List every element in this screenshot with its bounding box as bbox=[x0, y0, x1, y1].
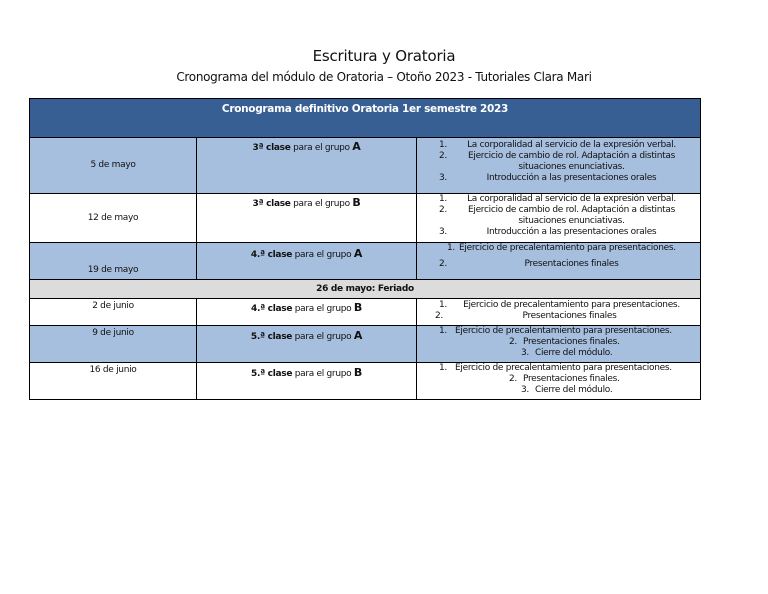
list-item: 2. Presentaciones finales bbox=[435, 311, 617, 321]
class-cell bbox=[197, 363, 417, 400]
list-item: 1. Ejercicio de precalentamiento para presentaciones. bbox=[447, 243, 676, 253]
date-cell: 2 de junio bbox=[30, 299, 197, 326]
list-item: 1. La corporalidad al servicio de la expresión verbal. bbox=[439, 194, 676, 204]
activities-cell bbox=[417, 299, 701, 326]
activities-cell bbox=[417, 138, 701, 194]
class-cell bbox=[197, 326, 417, 363]
list-item: 1. Ejercicio de precalentamiento para presentaciones. bbox=[439, 363, 672, 373]
list-item: 1. La corporalidad al servicio de la expresión verbal. bbox=[439, 140, 676, 150]
class-ordinal: 4.ª clase bbox=[250, 250, 293, 260]
table-row bbox=[30, 138, 701, 194]
schedule-table bbox=[29, 98, 701, 400]
table-row bbox=[30, 243, 701, 280]
list-item: 3. Cierre del módulo. bbox=[521, 348, 613, 358]
class-for-group: para el grupo bbox=[292, 304, 354, 314]
class-ordinal: 3ª clase bbox=[252, 199, 291, 209]
class-for-group: para el grupo bbox=[290, 143, 353, 153]
class-for-group: para el grupo bbox=[292, 332, 354, 342]
class-for-group: para el grupo bbox=[290, 199, 353, 209]
table-row bbox=[30, 363, 701, 400]
table-row bbox=[30, 194, 701, 243]
class-cell bbox=[197, 299, 417, 326]
list-item: 2. Presentaciones finales bbox=[439, 259, 619, 269]
holiday-row bbox=[30, 280, 701, 299]
list-item: 2. Ejercicio de cambio de rol. Adaptación a distintas situaciones enunciativas. bbox=[439, 205, 675, 226]
class-cell bbox=[197, 138, 417, 194]
group-letter: A bbox=[352, 140, 361, 153]
group-letter: A bbox=[353, 247, 363, 260]
class-for-group: para el grupo bbox=[292, 369, 354, 379]
list-item: 1. Ejercicio de precalentamiento para presentaciones. bbox=[439, 326, 672, 336]
list-item: 2. Presentaciones finales. bbox=[509, 337, 620, 347]
group-letter: B bbox=[352, 196, 361, 209]
group-letter: B bbox=[353, 301, 362, 314]
document-title: Escritura y Oratoria bbox=[312, 47, 456, 65]
class-ordinal: 4.ª clase bbox=[250, 304, 293, 314]
list-item: 2. Ejercicio de cambio de rol. Adaptación a distintas situaciones enunciativas. bbox=[439, 151, 675, 172]
date-cell: 16 de junio bbox=[30, 363, 197, 400]
group-letter: B bbox=[353, 366, 362, 379]
class-ordinal: 5.ª clase bbox=[250, 332, 293, 342]
table-row bbox=[30, 299, 701, 326]
list-item: 3. Introducción a las presentaciones orales bbox=[439, 227, 657, 237]
class-ordinal: 5.ª clase bbox=[250, 369, 293, 379]
list-item: 3. Cierre del módulo. bbox=[521, 385, 613, 395]
schedule-header: Cronograma definitivo Oratoria 1er semestre 2023 bbox=[30, 99, 701, 138]
class-cell bbox=[197, 194, 417, 243]
activities-cell bbox=[417, 326, 701, 363]
activities-cell bbox=[417, 363, 701, 400]
activities-cell bbox=[417, 194, 701, 243]
list-item: 3. Introducción a las presentaciones orales bbox=[439, 173, 657, 183]
class-cell bbox=[197, 243, 417, 280]
list-item: 1. Ejercicio de precalentamiento para presentaciones. bbox=[439, 300, 680, 310]
date-cell: 5 de mayo bbox=[30, 138, 197, 194]
date-cell: 12 de mayo bbox=[30, 194, 197, 243]
class-for-group: para el grupo bbox=[292, 250, 354, 260]
date-cell: 19 de mayo bbox=[30, 243, 197, 280]
class-ordinal: 3ª clase bbox=[252, 143, 291, 153]
holiday-label: 26 de mayo: Feriado bbox=[30, 280, 701, 299]
date-cell: 9 de junio bbox=[30, 326, 197, 363]
list-item: 2. Presentaciones finales. bbox=[509, 374, 620, 384]
document-subtitle: Cronograma del módulo de Oratoria – Otoño 2023 - Tutoriales Clara Mari bbox=[176, 70, 592, 84]
table-row bbox=[30, 326, 701, 363]
group-letter: A bbox=[353, 329, 363, 342]
activities-cell bbox=[417, 243, 701, 280]
